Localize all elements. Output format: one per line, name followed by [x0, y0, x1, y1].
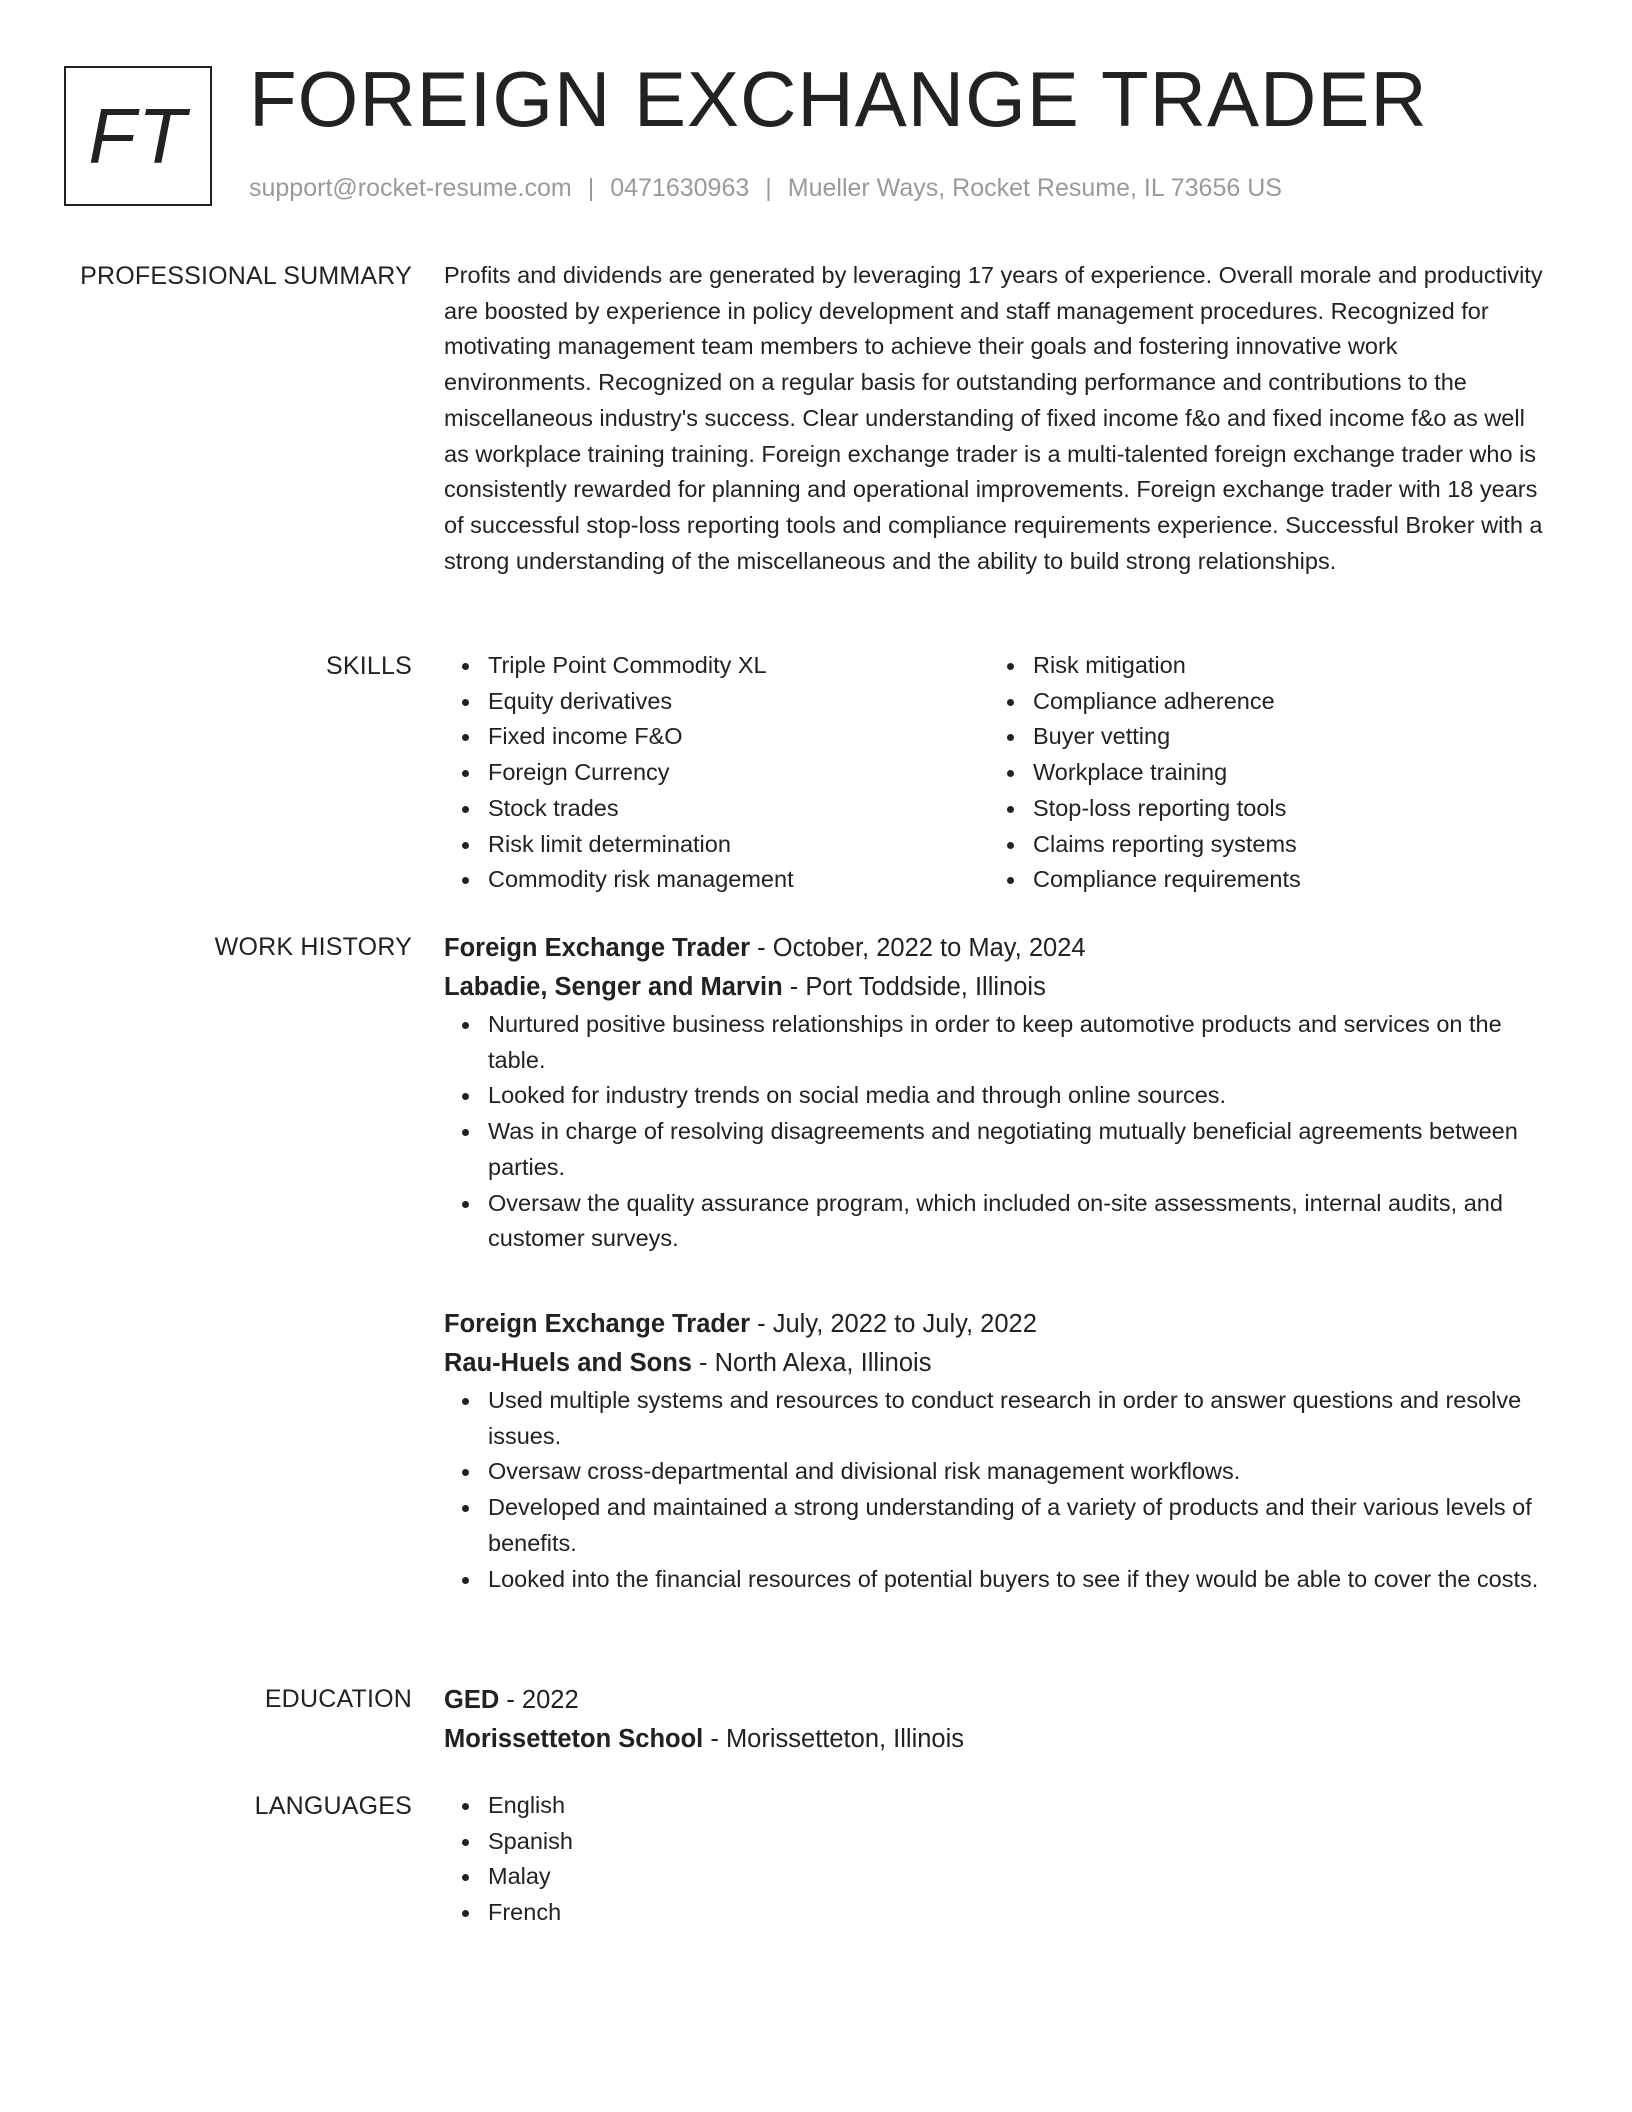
skills-column-left	[444, 648, 989, 898]
job-bullet: Oversaw cross-departmental and divisional risk management workflows.	[488, 1454, 1548, 1490]
contact-phone: 0471630963	[610, 174, 750, 202]
contact-separator: |	[587, 174, 595, 202]
contact-address: Mueller Ways, Rocket Resume, IL 73656 US	[787, 174, 1282, 202]
job-bullet: Was in charge of resolving disagreements and negotiating mutually beneficial agreements between parties.	[488, 1114, 1548, 1185]
skill-item: Risk mitigation	[1033, 648, 1534, 684]
language-item: English	[488, 1788, 1548, 1824]
summary-text: Profits and dividends are generated by leveraging 17 years of experience. Overall morale and productivity are boosted by experience in policy development and staff management procedures. Recognized for motivating management team members to achieve their goals and fostering innovative work environments. Recognized on a regular basis for outstanding performance and contributions to the miscellaneous industry's success. Clear understanding of fixed income f&o and fixed income f&o as well as workplace training training. Foreign exchange trader is a multi-talented foreign exchange trader who is consistently rewarded for planning and operational improvements. Foreign exchange trader with 18 years of successful stop-loss reporting tools and compliance requirements experience. Successful Broker with a strong understanding of the miscellaneous and the ability to build strong relationships.	[444, 262, 1543, 574]
job-bullet: Looked for industry trends on social media and through online sources.	[488, 1078, 1548, 1114]
job-dates: - October, 2022 to May, 2024	[750, 934, 1086, 962]
skill-item: Workplace training	[1033, 755, 1534, 791]
job-title: Foreign Exchange Trader	[444, 1310, 751, 1338]
contact-separator: |	[765, 174, 772, 202]
job-title: Foreign Exchange Trader	[444, 934, 751, 962]
job-bullet: Used multiple systems and resources to conduct research in order to answer questions and resolve issues.	[488, 1383, 1548, 1454]
job-company: Labadie, Senger and Marvin	[444, 973, 783, 1001]
skills-column-right	[989, 648, 1534, 898]
skill-item: Commodity risk management	[488, 862, 989, 898]
languages-body	[444, 1788, 1548, 1931]
job-location: - Port Toddside, Illinois	[782, 973, 1046, 1001]
skill-item: Triple Point Commodity XL	[488, 648, 989, 684]
job-bullets	[444, 1007, 1548, 1257]
education-school-line	[444, 1720, 1548, 1759]
job-bullet: Developed and maintained a strong understanding of a variety of products and their various levels of benefits.	[488, 1490, 1548, 1561]
language-item: Spanish	[488, 1824, 1548, 1860]
language-item: Malay	[488, 1859, 1548, 1895]
skills-body	[444, 648, 1548, 898]
skill-item: Equity derivatives	[488, 684, 989, 720]
skill-item: Buyer vetting	[1033, 719, 1534, 755]
job-bullets	[444, 1383, 1548, 1597]
job-bullet: Nurtured positive business relationships in order to keep automotive products and services on the table.	[488, 1007, 1548, 1078]
summary-heading: PROFESSIONAL SUMMARY	[80, 262, 412, 290]
language-item: French	[488, 1895, 1548, 1931]
education-body	[444, 1681, 1548, 1759]
job-bullet: Looked into the financial resources of potential buyers to see if they would be able to cover the costs.	[488, 1562, 1548, 1598]
candidate-title: FOREIGN EXCHANGE TRADER	[249, 55, 1428, 143]
skill-item: Risk limit determination	[488, 827, 989, 863]
contact-line	[249, 176, 1282, 201]
job-location: - North Alexa, Illinois	[691, 1349, 932, 1377]
skill-item: Compliance requirements	[1033, 862, 1534, 898]
job-company-line	[444, 968, 1548, 1007]
skill-item: Stock trades	[488, 791, 989, 827]
monogram-initials: FT	[88, 92, 188, 180]
education-school: Morissetteton School	[444, 1725, 704, 1753]
education-year: - 2022	[499, 1686, 579, 1714]
education-degree-line	[444, 1681, 1548, 1720]
work-history-body	[444, 929, 1548, 1592]
job-title-line	[444, 929, 1548, 968]
monogram-box	[64, 66, 212, 206]
skill-item: Fixed income F&O	[488, 719, 989, 755]
education-heading: EDUCATION	[264, 1685, 412, 1713]
education-degree: GED	[444, 1686, 500, 1714]
contact-email: support@rocket-resume.com	[249, 174, 572, 202]
job-dates: - July, 2022 to July, 2022	[750, 1310, 1037, 1338]
skills-heading: SKILLS	[326, 652, 412, 680]
summary-body	[444, 258, 1548, 579]
skill-item: Stop-loss reporting tools	[1033, 791, 1534, 827]
skill-item: Compliance adherence	[1033, 684, 1534, 720]
languages-heading: LANGUAGES	[254, 1792, 412, 1820]
skill-item: Claims reporting systems	[1033, 827, 1534, 863]
job-bullet: Oversaw the quality assurance program, which included on-site assessments, internal audits, and customer surveys.	[488, 1186, 1548, 1257]
skill-item: Foreign Currency	[488, 755, 989, 791]
job-company-line	[444, 1344, 1548, 1383]
job-entry	[444, 929, 1548, 1257]
job-entry	[444, 1305, 1548, 1597]
education-location: - Morissetteton, Illinois	[703, 1725, 965, 1753]
job-company: Rau-Huels and Sons	[444, 1349, 692, 1377]
job-title-line	[444, 1305, 1548, 1344]
work-history-heading: WORK HISTORY	[214, 933, 412, 961]
